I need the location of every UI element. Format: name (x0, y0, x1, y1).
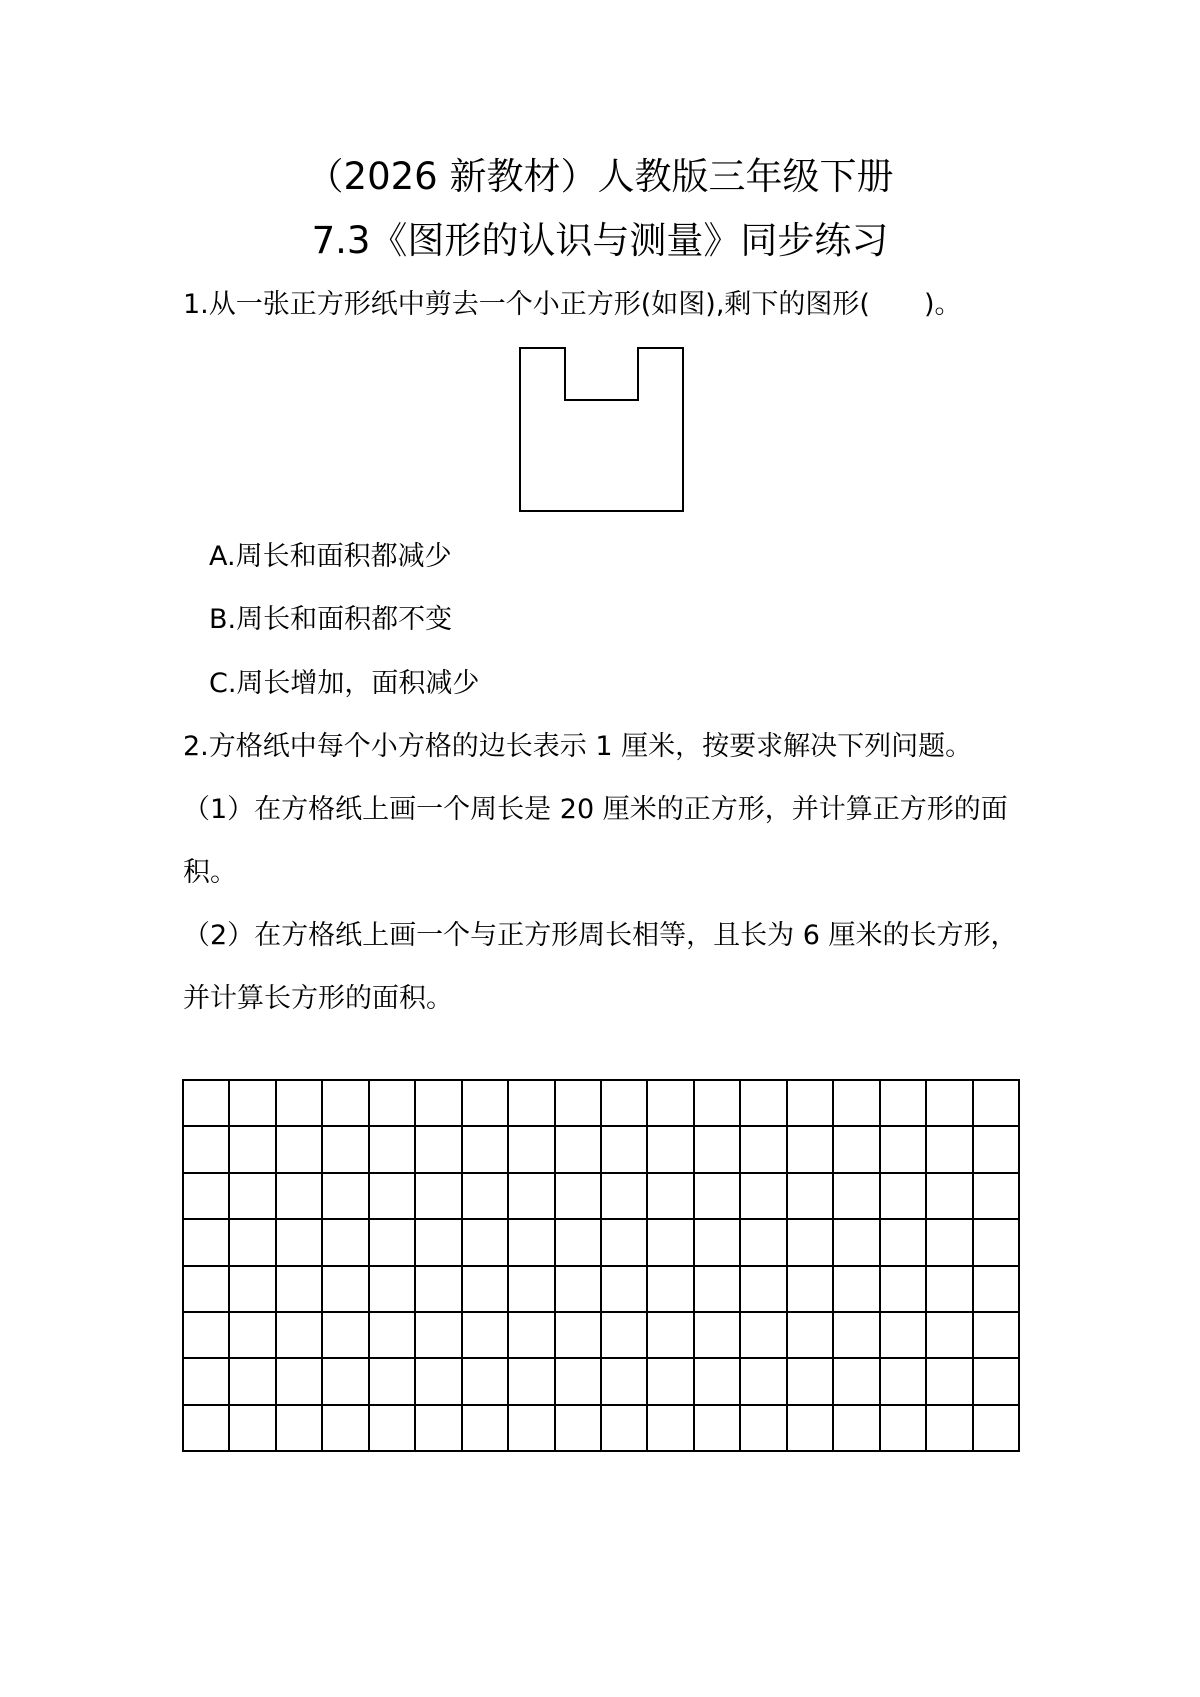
grid-cell (974, 1081, 1020, 1127)
grid-cell (230, 1220, 276, 1266)
grid-cell (416, 1081, 462, 1127)
grid-cell (881, 1359, 927, 1405)
grid-cell (463, 1174, 509, 1220)
grid-cell (834, 1220, 880, 1266)
grid-cell (509, 1406, 555, 1452)
title-line-1: （2026 新教材）人教版三年级下册 (306, 155, 894, 198)
grid-cell (277, 1220, 323, 1266)
grid-cell (509, 1359, 555, 1405)
grid-cell (323, 1359, 369, 1405)
grid-cell (556, 1406, 602, 1452)
grid-cell (927, 1127, 973, 1173)
grid-cell (834, 1081, 880, 1127)
grid-cell (695, 1359, 741, 1405)
grid-cell (230, 1406, 276, 1452)
grid-cell (648, 1081, 694, 1127)
grid-cell (741, 1127, 787, 1173)
grid-cell (556, 1359, 602, 1405)
grid-cell (881, 1081, 927, 1127)
grid-cell (184, 1406, 230, 1452)
grid-cell (323, 1267, 369, 1313)
grid-cell (788, 1081, 834, 1127)
grid-cell (974, 1220, 1020, 1266)
grid-cell (881, 1220, 927, 1266)
grid-cell (370, 1359, 416, 1405)
grid-cell (648, 1127, 694, 1173)
grid-cell (463, 1220, 509, 1266)
question-1-text: 1.从一张正方形纸中剪去一个小正方形(如图),剩下的图形( )。 (183, 289, 962, 320)
grid-cell (323, 1081, 369, 1127)
grid-cell (323, 1406, 369, 1452)
grid-cell (834, 1267, 880, 1313)
grid-cell (416, 1127, 462, 1173)
grid-cell (509, 1174, 555, 1220)
grid-cell (602, 1406, 648, 1452)
grid-cell (927, 1220, 973, 1266)
grid-cell (556, 1220, 602, 1266)
grid-cell (602, 1313, 648, 1359)
grid-cell (648, 1174, 694, 1220)
grid-cell (834, 1127, 880, 1173)
grid-cell (974, 1313, 1020, 1359)
grid-cell (648, 1220, 694, 1266)
grid-cell (834, 1174, 880, 1220)
grid-cell (370, 1220, 416, 1266)
grid-cell (370, 1127, 416, 1173)
grid-cell (695, 1174, 741, 1220)
grid-cell (974, 1359, 1020, 1405)
grid-cell (648, 1267, 694, 1313)
grid-cell (556, 1267, 602, 1313)
grid-cell (509, 1313, 555, 1359)
grid-cell (788, 1220, 834, 1266)
grid-cell (927, 1406, 973, 1452)
grid-cell (277, 1174, 323, 1220)
grid-cell (277, 1359, 323, 1405)
grid-cell (416, 1359, 462, 1405)
grid-cell (602, 1359, 648, 1405)
grid-cell (277, 1313, 323, 1359)
grid-cell (927, 1359, 973, 1405)
grid-cell (416, 1267, 462, 1313)
grid-cell (230, 1313, 276, 1359)
grid-cell (556, 1127, 602, 1173)
grid-cell (927, 1313, 973, 1359)
grid-cell (509, 1081, 555, 1127)
question-2-part-2: （2）在方格纸上画一个与正方形周长相等，且长为 6 厘米的长方形， (183, 920, 1018, 951)
grid-cell (788, 1359, 834, 1405)
grid-cell (834, 1313, 880, 1359)
grid-cell (881, 1174, 927, 1220)
cut-square-figure (518, 346, 686, 514)
grid-cell (230, 1359, 276, 1405)
grid-cell (974, 1174, 1020, 1220)
figure-outline (520, 348, 683, 511)
title-line-2: 7.3《图形的认识与测量》同步练习 (311, 219, 889, 262)
grid-cell (695, 1406, 741, 1452)
grid-cell (695, 1081, 741, 1127)
grid-cell (788, 1174, 834, 1220)
grid-cell (602, 1267, 648, 1313)
grid-cell (788, 1267, 834, 1313)
grid-cell (556, 1313, 602, 1359)
grid-cell (463, 1081, 509, 1127)
grid-cell (184, 1127, 230, 1173)
grid-cell (648, 1406, 694, 1452)
grid-cell (509, 1127, 555, 1173)
grid-cell (881, 1313, 927, 1359)
grid-cell (695, 1220, 741, 1266)
grid-cell (277, 1127, 323, 1173)
grid-cell (184, 1081, 230, 1127)
grid-cell (416, 1220, 462, 1266)
question-2-part-1-continued: 积。 (183, 857, 237, 888)
grid-cell (927, 1267, 973, 1313)
grid-cell (370, 1313, 416, 1359)
grid-cell (184, 1174, 230, 1220)
grid-cell (463, 1267, 509, 1313)
grid-cell (741, 1359, 787, 1405)
grid-cell (509, 1220, 555, 1266)
grid-cell (230, 1174, 276, 1220)
grid-cell (788, 1313, 834, 1359)
grid-cell (416, 1174, 462, 1220)
grid-cell (788, 1406, 834, 1452)
grid-cell (463, 1313, 509, 1359)
grid-cell (927, 1081, 973, 1127)
grid-cell (602, 1174, 648, 1220)
grid-cell (974, 1267, 1020, 1313)
question-2-text: 2.方格纸中每个小方格的边长表示 1 厘米，按要求解决下列问题。 (183, 731, 973, 762)
grid-cell (323, 1174, 369, 1220)
grid-cell (741, 1220, 787, 1266)
grid-cell (741, 1267, 787, 1313)
grid-cell (834, 1406, 880, 1452)
grid-cell (741, 1174, 787, 1220)
grid-cell (277, 1406, 323, 1452)
grid-cell (184, 1313, 230, 1359)
grid-cell (741, 1313, 787, 1359)
grid-cell (881, 1267, 927, 1313)
option-a: A.周长和面积都减少 (209, 541, 452, 572)
grid-cell (974, 1127, 1020, 1173)
grid-cell (509, 1267, 555, 1313)
grid-cell (602, 1081, 648, 1127)
grid-cell (323, 1220, 369, 1266)
grid-cell (741, 1406, 787, 1452)
grid-cell (184, 1359, 230, 1405)
grid-cell (927, 1174, 973, 1220)
grid-cell (463, 1406, 509, 1452)
grid-cell (881, 1406, 927, 1452)
grid-cell (648, 1313, 694, 1359)
grid-cell (695, 1313, 741, 1359)
grid-cell (556, 1174, 602, 1220)
question-2-part-1: （1）在方格纸上画一个周长是 20 厘米的正方形，并计算正方形的面 (183, 794, 1008, 825)
grid-cell (230, 1127, 276, 1173)
grid-cell (184, 1267, 230, 1313)
grid-cell (974, 1406, 1020, 1452)
grid-cell (370, 1267, 416, 1313)
question-2-part-2-continued: 并计算长方形的面积。 (183, 983, 453, 1014)
grid-cell (323, 1313, 369, 1359)
grid-paper[interactable] (182, 1079, 1020, 1452)
grid-cell (463, 1127, 509, 1173)
grid-cell (370, 1406, 416, 1452)
grid-cell (602, 1127, 648, 1173)
grid-cell (323, 1127, 369, 1173)
grid-cell (277, 1081, 323, 1127)
grid-cell (230, 1081, 276, 1127)
grid-cell (648, 1359, 694, 1405)
grid-cell (463, 1359, 509, 1405)
option-c: C.周长增加，面积减少 (209, 668, 480, 699)
grid-cell (416, 1406, 462, 1452)
grid-cell (602, 1220, 648, 1266)
grid-cell (370, 1081, 416, 1127)
grid-cell (695, 1127, 741, 1173)
grid-cell (881, 1127, 927, 1173)
grid-cell (788, 1127, 834, 1173)
grid-cell (370, 1174, 416, 1220)
option-b: B.周长和面积都不变 (209, 604, 453, 635)
grid-cell (184, 1220, 230, 1266)
grid-cell (230, 1267, 276, 1313)
grid-cell (695, 1267, 741, 1313)
grid-cell (741, 1081, 787, 1127)
grid-cell (834, 1359, 880, 1405)
grid-cell (416, 1313, 462, 1359)
grid-cell (277, 1267, 323, 1313)
grid-cell (556, 1081, 602, 1127)
